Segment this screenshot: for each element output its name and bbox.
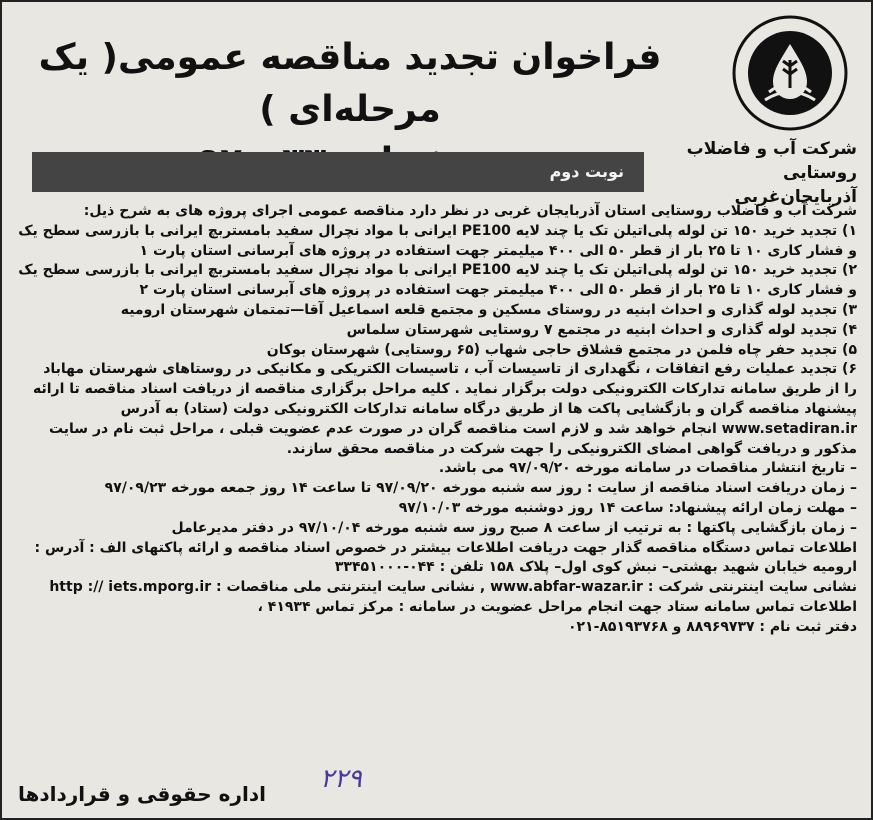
project-item-6: ۶) تجدید عملیات رفع اتفاقات ، نگهداری از تاسیسات آب ، تاسیسات الکتریکی و مکانیکی در روستاهای شهرستان مهاباد	[43, 361, 857, 378]
round-banner: نوبت دوم	[32, 152, 644, 192]
project-item-5: ۵) تجدید حفر چاه فلمن در مجتمع قشلاق حاجی شهاب (۶۵ روستایی) شهرستان بوکان	[266, 341, 857, 358]
signature: اداره حقوقی و قراردادها	[18, 782, 266, 806]
date-opening: – زمان بازگشایی پاکتها : به ترتیب از ساعت ۸ صبح روز سه شنبه مورخه ۹۷/۱۰/۰۴ در دفتر مدیرعامل	[171, 519, 857, 536]
project-item-1: ۱) تجدید خرید ۱۵۰ تن لوله پلی‌اتیلن تک یا چند لایه PE100 ایرانی با مواد نچرال سفید بامستربچ ایرانی با بازرسی سطح یک و فشار کاری ۱۰ تا ۲۵ بار از قطر ۵۰ الی ۴۰۰ میلیمتر جهت استفاده در پروژه های آبرسانی استان پارت ۱	[18, 222, 857, 259]
project-item-2: ۲) تجدید خرید ۱۵۰ تن لوله پلی‌اتیلن تک یا چند لایه PE100 ایرانی با مواد نچرال سفید بامستربچ ایرانی با بازرسی سطح یک و فشار کاری ۱۰ تا ۲۵ بار از قطر ۵۰ الی ۴۰۰ میلیمتر جهت استفاده در پروژه های آبرسانی استان پارت ۲	[18, 262, 857, 299]
water-drop-wheat-icon	[731, 14, 849, 132]
date-publish: – تاریخ انتشار مناقصات در سامانه مورخه ۹۷/۰۹/۲۰ می باشد.	[438, 460, 857, 477]
notice-body	[16, 202, 857, 638]
org-name-line1: شرکت آب و فاضلاب روستایی	[686, 139, 857, 183]
contact-address: اطلاعات تماس دستگاه مناقصه گذار جهت دریافت اطلاعات بیشتر در خصوص اسناد مناقصه و ارائه پاکتهای الف : آدرس : ارومیه خیابان شهید بهشتی– نبش کوی اول– پلاک ۱۵۸ تلفن : ۰۴۴-۳۳۴۵۱۰۰۰	[34, 539, 857, 576]
contact-websites: نشانی سایت اینترنتی شرکت : www.abfar-wazar.ir , نشانی سایت اینترنتی ملی مناقصات : http :// iets.mporg.ir	[49, 579, 857, 596]
project-item-3: ۳) تجدید لوله گذاری و احداث ابنیه در روستای مسکین و مجتمع قلعه اسماعیل آقا—تمتمان شهرستان ارومیه	[120, 301, 857, 318]
org-name-line2: آذربایجان‌غربی	[734, 187, 857, 207]
intro-text: شرکت آب و فاضلاب روستایی استان آذربایجان غربی در نظر دارد مناقصه عمومی اجرای پروژه های به شرح ذیل:	[83, 203, 857, 219]
company-logo	[731, 14, 849, 132]
procedure-paragraph: را از طریق سامانه تدارکات الکترونیکی دولت برگزار نماید . کلیه مراحل برگزاری مناقصه از دریافت اسناد مناقصه تا ارائه پیشنهاد مناقصه گران و بازگشایی پاکت ها از طریق درگاه سامانه تدارکات الکترونیکی دولت (ستاد) به آدرس www.setadiran.ir انجام خواهد شد و لازم است مناقصه گران در صورت عدم عضویت قبلی ، مراحل ثبت نام در سایت مذکور و دریافت گواهی امضای الکترونیکی را جهت شرکت در مناقصه محقق سازند.	[32, 381, 857, 457]
contact-setad: اطلاعات تماس سامانه ستاد جهت انجام مراحل عضویت در سامانه : مرکز تماس ۴۱۹۳۴ ،	[257, 598, 857, 615]
title-line1: فراخوان تجدید مناقصه عمومی( یک مرحله‌ای )	[38, 37, 662, 130]
project-item-4: ۴) تجدید لوله گذاری و احداث ابنیه در مجتمع ۷ روستایی شهرستان سلماس	[346, 321, 857, 338]
contact-registration: دفتر ثبت نام : ۸۸۹۶۹۷۳۷ و ۸۵۱۹۳۷۶۸-۰۲۱	[567, 618, 857, 635]
date-documents: – زمان دریافت اسناد مناقصه از سایت : روز سه شنبه مورخه ۹۷/۰۹/۲۰ تا ساعت ۱۴ روز جمعه مورخه ۹۷/۰۹/۲۳	[104, 480, 857, 497]
notice-header	[2, 2, 871, 207]
date-deadline: – مهلت زمان ارائه پیشنهاد: ساعت ۱۴ روز دوشنبه مورخه ۹۷/۱۰/۰۳	[398, 499, 857, 516]
handwritten-note: ۲۲۹	[320, 764, 362, 794]
